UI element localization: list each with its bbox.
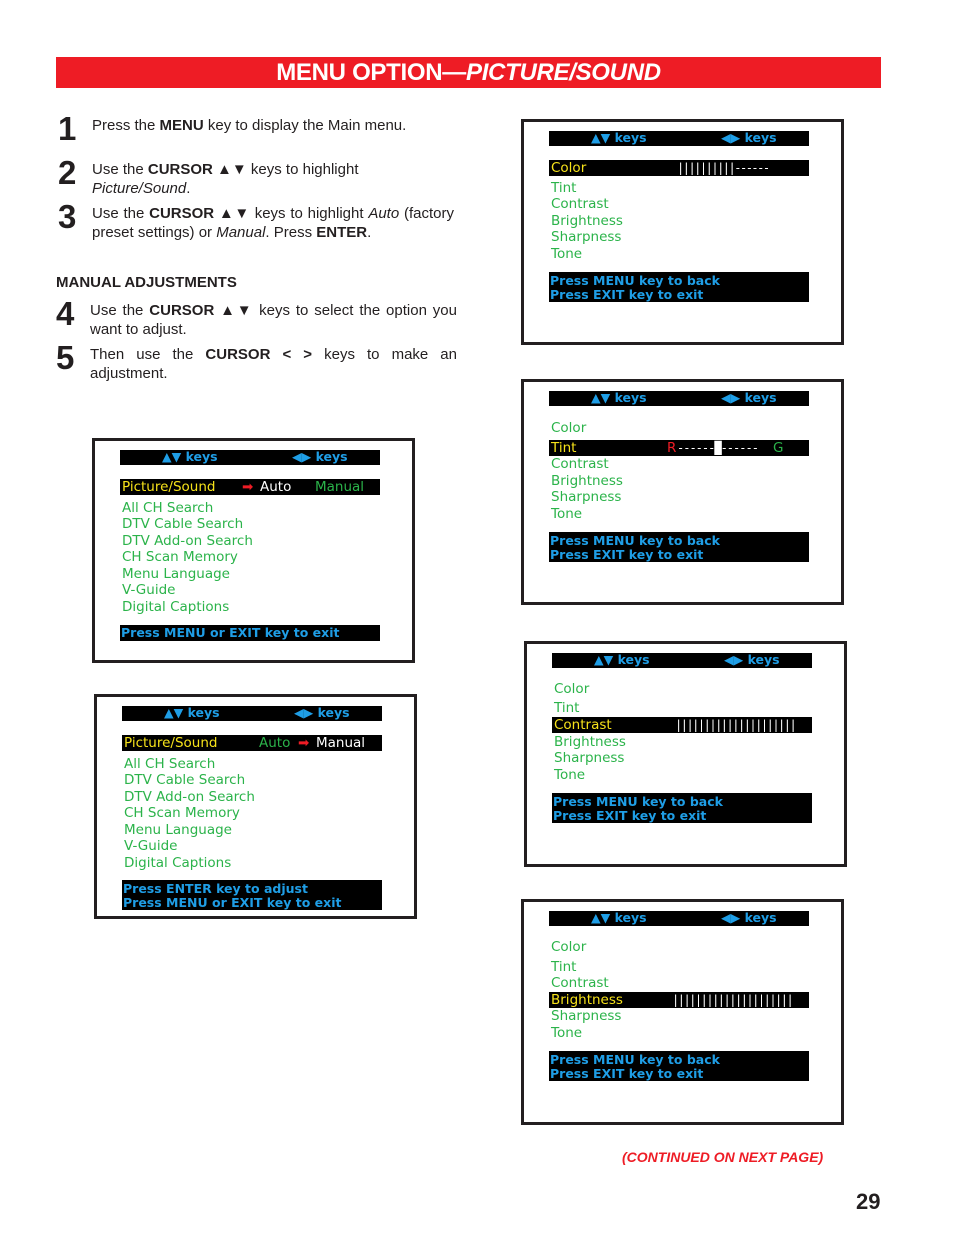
menu-item: Sharpness — [551, 229, 622, 245]
step-number: 1 — [58, 110, 77, 147]
selected-row — [120, 479, 380, 495]
brightness-level-bar: ||||||||||||||||||||| — [672, 993, 793, 1007]
tv-screen-tint — [521, 379, 844, 605]
keys-header — [120, 450, 380, 465]
color-level-bar: ||||||||||------ — [677, 161, 769, 175]
selected-row — [549, 992, 809, 1008]
step-text: Then use the CURSOR < > keys to make an adjustment. — [90, 346, 457, 382]
leftright-keys-label: ◀▶ keys — [721, 390, 777, 405]
arrow-icon: ➡ — [298, 735, 310, 751]
section-heading: MANUAL ADJUSTMENTS — [56, 274, 237, 291]
footer-back: Press MENU key to back — [550, 533, 720, 548]
menu-item: DTV Cable Search — [124, 772, 246, 788]
menu-item: All CH Search — [122, 500, 214, 516]
menu-item: Brightness — [551, 473, 623, 489]
menu-item: Brightness — [554, 734, 626, 750]
updown-keys-label: ▲▼ keys — [164, 705, 220, 720]
tv-screen-brightness — [521, 899, 844, 1125]
selected-label: Contrast — [554, 717, 612, 733]
leftright-keys-label: ◀▶ keys — [724, 652, 780, 667]
tv-screen-main-manual — [94, 694, 417, 919]
menu-item: DTV Add-on Search — [124, 789, 255, 805]
footer-exit: Press EXIT key to exit — [550, 287, 704, 302]
manual-option: Manual — [316, 735, 366, 751]
step-number: 2 — [58, 154, 77, 191]
menu-item: Brightness — [551, 213, 623, 229]
selected-row — [549, 440, 809, 456]
menu-item: Menu Language — [122, 566, 230, 582]
step-number: 5 — [56, 339, 75, 376]
footer-box — [549, 272, 809, 302]
step-number: 3 — [58, 198, 77, 235]
step-text: Press the MENU key to display the Main menu. — [92, 117, 407, 134]
tint-red-label: R — [667, 440, 677, 456]
menu-item: Color — [551, 939, 587, 955]
step-text: Use the CURSOR ▲▼ keys to highlight Auto (factory preset settings) or Manual. Press ENTER. — [92, 205, 454, 241]
leftright-keys-label: ◀▶ keys — [721, 130, 777, 145]
page-number: 29 — [856, 1189, 881, 1214]
title-main: MENU OPTION— — [276, 59, 466, 86]
step-text: Use the CURSOR ▲▼ keys to highlight Picture/Sound. — [92, 161, 359, 197]
menu-item: CH Scan Memory — [122, 549, 238, 565]
tv-screen-color — [521, 119, 844, 345]
footer-box — [122, 880, 382, 910]
leftright-keys-label: ◀▶ keys — [294, 705, 350, 720]
tv-screen-main-auto — [92, 438, 415, 663]
updown-keys-label: ▲▼ keys — [591, 910, 647, 925]
step-text: Use the CURSOR ▲▼ keys to select the option you want to adjust. — [90, 302, 457, 338]
menu-item: V-Guide — [122, 582, 176, 598]
updown-keys-label: ▲▼ keys — [594, 652, 650, 667]
menu-item: Menu Language — [124, 822, 232, 838]
keys-header — [549, 391, 809, 406]
contrast-level-bar: ||||||||||||||||||||| — [675, 718, 796, 732]
menu-item: DTV Add-on Search — [122, 533, 253, 549]
menu-item: Sharpness — [551, 489, 622, 505]
menu-item: Contrast — [551, 196, 609, 212]
keys-header — [549, 131, 809, 146]
keys-header — [552, 653, 812, 668]
footer-exit: Press EXIT key to exit — [550, 1066, 704, 1081]
updown-keys-label: ▲▼ keys — [162, 449, 218, 464]
menu-item: DTV Cable Search — [122, 516, 244, 532]
leftright-keys-label: ◀▶ keys — [721, 910, 777, 925]
selected-label: Color — [551, 160, 587, 176]
footer-box — [549, 532, 809, 562]
menu-item: Digital Captions — [124, 855, 232, 871]
footer-exit: Press MENU or EXIT key to exit — [120, 625, 380, 641]
menu-item: Tint — [554, 700, 580, 716]
footer-exit: Press EXIT key to exit — [553, 808, 707, 823]
selected-row — [549, 160, 809, 176]
updown-keys-label: ▲▼ keys — [591, 390, 647, 405]
footer-exit: Press EXIT key to exit — [550, 547, 704, 562]
menu-item: Color — [554, 681, 590, 697]
selected-row — [552, 717, 812, 733]
keys-header — [549, 911, 809, 926]
menu-item: Tint — [551, 959, 577, 975]
updown-keys-label: ▲▼ keys — [591, 130, 647, 145]
auto-option: Auto — [259, 735, 291, 751]
footer-box — [552, 793, 812, 823]
menu-item: V-Guide — [124, 838, 178, 854]
menu-item: Tone — [551, 506, 583, 522]
menu-item: All CH Search — [124, 756, 216, 772]
menu-item: Contrast — [551, 975, 609, 991]
selected-label: Picture/Sound — [124, 735, 218, 751]
footer-back: Press MENU key to back — [553, 794, 723, 809]
title-italic: PICTURE/SOUND — [465, 59, 661, 86]
step-number: 4 — [56, 295, 75, 332]
keys-header — [122, 706, 382, 721]
footer-back: Press MENU key to back — [550, 273, 720, 288]
footer-adjust: Press ENTER key to adjust — [123, 881, 308, 896]
tint-level-bar: ------█------ — [677, 441, 758, 455]
menu-item: Sharpness — [551, 1008, 622, 1024]
menu-item: Sharpness — [554, 750, 625, 766]
menu-item: Tone — [551, 1025, 583, 1041]
footer-back: Press MENU key to back — [550, 1052, 720, 1067]
selected-label: Brightness — [551, 992, 623, 1008]
menu-item: Digital Captions — [122, 599, 230, 615]
selected-label: Picture/Sound — [122, 479, 216, 495]
selected-label: Tint — [551, 440, 577, 456]
manual-option: Manual — [315, 479, 365, 495]
selected-row — [122, 735, 382, 751]
auto-option: Auto — [260, 479, 292, 495]
menu-item: Tint — [551, 180, 577, 196]
menu-item: Contrast — [551, 456, 609, 472]
arrow-icon: ➡ — [242, 479, 254, 495]
menu-item: CH Scan Memory — [124, 805, 240, 821]
footer-exit: Press MENU or EXIT key to exit — [123, 895, 342, 910]
page-title — [56, 57, 881, 88]
footer-box — [549, 1051, 809, 1081]
menu-item: Tone — [551, 246, 583, 262]
menu-item: Color — [551, 420, 587, 436]
menu-item: Tone — [554, 767, 586, 783]
tv-screen-contrast — [524, 641, 847, 867]
continued-note: (CONTINUED ON NEXT PAGE) — [622, 1149, 824, 1165]
leftright-keys-label: ◀▶ keys — [292, 449, 348, 464]
tint-green-label: G — [773, 440, 784, 456]
